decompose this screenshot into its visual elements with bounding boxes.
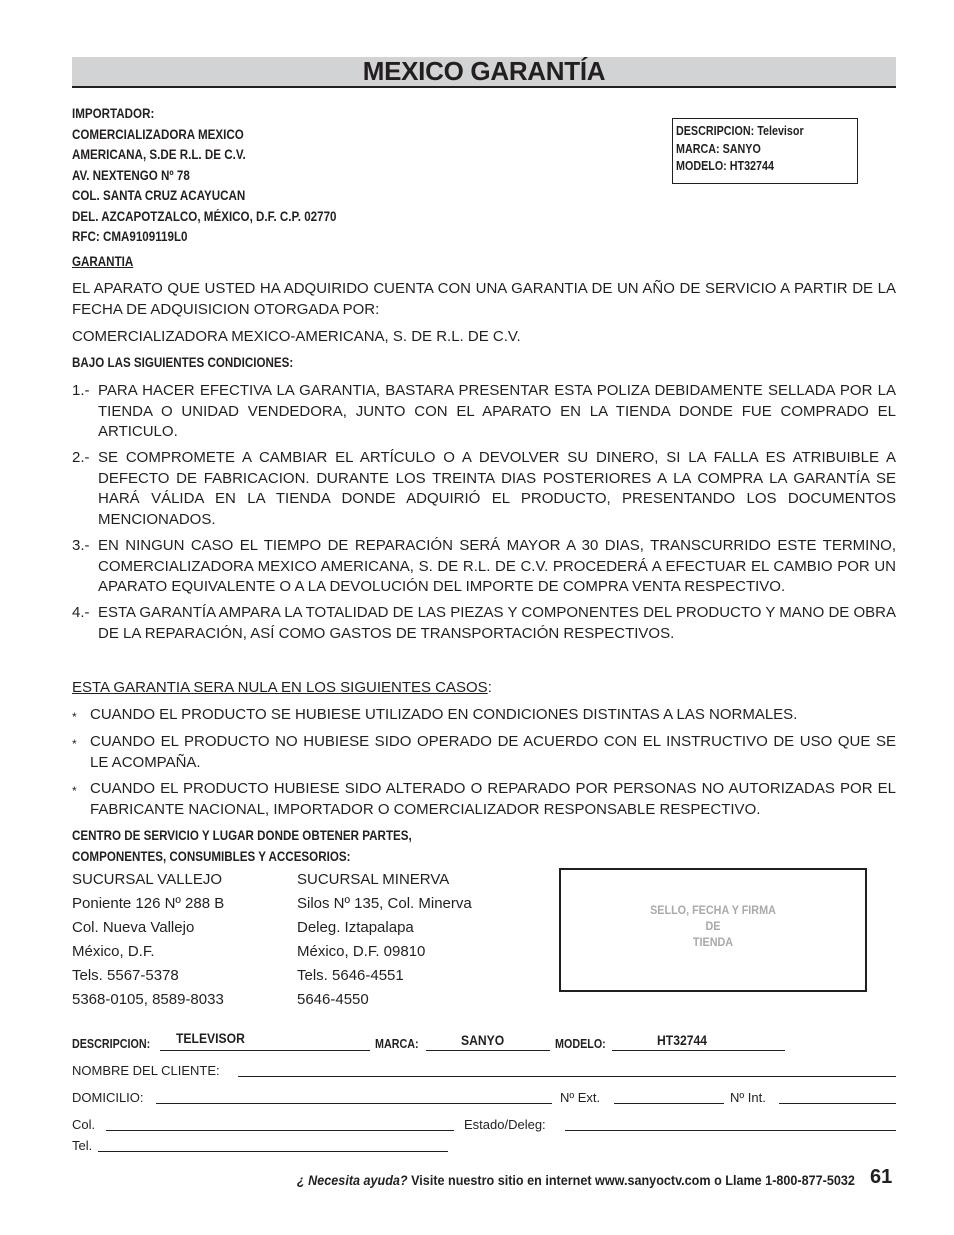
bullet-star-icon: * bbox=[72, 784, 77, 798]
stamp-label: SELLO, FECHA Y FIRMA bbox=[650, 903, 776, 917]
branch-line: SUCURSAL VALLEJO bbox=[72, 871, 223, 888]
branch-line: México, D.F. 09810 bbox=[297, 943, 426, 960]
tel-field-line[interactable] bbox=[98, 1151, 448, 1152]
void-heading-colon: : bbox=[487, 679, 492, 696]
condition-number: 4.- bbox=[72, 604, 90, 621]
importer-line: DEL. AZCAPOTZALCO, MÉXICO, D.F. C.P. 02770 bbox=[72, 208, 337, 224]
bullet-star-icon: * bbox=[72, 737, 77, 751]
condition-text: PARA HACER EFECTIVA LA GARANTIA, BASTARA PRESENTAR ESTA POLIZA DEBIDAMENTE SELLADA POR LA TIENDA O UNIDAD VENDEDORA, JUNTO CON EL APARATO EN LA TIENDA DONDE FUE COMPRADO EL ARTICULO. bbox=[98, 382, 896, 440]
void-case-text: CUANDO EL PRODUCTO NO HUBIESE SIDO OPERADO DE ACUERDO CON EL INSTRUCTIVO DE USO QUE SE LE ACOMPAÑA. bbox=[90, 733, 896, 771]
description-field-line[interactable] bbox=[160, 1050, 370, 1051]
condition-number: 3.- bbox=[72, 537, 90, 554]
importer-block bbox=[72, 104, 380, 248]
importer-line: RFC: CMA9109119L0 bbox=[72, 229, 188, 244]
importer-line: AV. NEXTENGO Nº 78 bbox=[72, 167, 190, 183]
footer-help bbox=[297, 1172, 855, 1188]
void-heading-line bbox=[72, 678, 492, 699]
importer-line: IMPORTADOR: bbox=[72, 106, 155, 121]
condition-number: 1.- bbox=[72, 382, 90, 399]
help-question: ¿ Necesita ayuda? bbox=[297, 1172, 408, 1188]
branch-line: Poniente 126 Nº 288 B bbox=[72, 895, 225, 912]
ext-number-field-line[interactable] bbox=[614, 1103, 724, 1104]
void-case-text: CUANDO EL PRODUCTO HUBIESE SIDO ALTERADO O REPARADO POR PERSONAS NO AUTORIZADAS POR EL FABRICANTE NACIONAL, IMPORTADOR O COMERCIALIZADOR RESPONSABLE RESPECTIVO. bbox=[90, 780, 896, 818]
client-name-field-line[interactable] bbox=[238, 1076, 896, 1077]
void-heading: ESTA GARANTIA SERA NULA EN LOS SIGUIENTES CASOS bbox=[72, 679, 488, 696]
form-brand-value: SANYO bbox=[461, 1033, 505, 1048]
service-heading: CENTRO DE SERVICIO Y LUGAR DONDE OBTENER PARTES, bbox=[72, 828, 412, 843]
branch-vallejo bbox=[72, 868, 224, 1012]
page-number: 61 bbox=[870, 1166, 893, 1188]
help-text: Visite nuestro sitio en internet www.sanyoctv.com o Llame 1-800-877-5032 bbox=[407, 1172, 855, 1188]
garantia-heading: GARANTIA bbox=[72, 254, 134, 269]
page-title-bar bbox=[72, 57, 896, 88]
branch-minerva bbox=[297, 868, 472, 1012]
intro-paragraph: EL APARATO QUE USTED HA ADQUIRIDO CUENTA CON UNA GARANTIA DE UN AÑO DE SERVICIO A PARTIR DE LA FECHA DE ADQUISICION OTORGADA POR: bbox=[72, 280, 896, 318]
page-title: MEXICO GARANTÍA bbox=[362, 56, 606, 86]
service-heading: COMPONENTES, CONSUMIBLES Y ACCESORIOS: bbox=[72, 849, 351, 864]
store-stamp-box bbox=[559, 868, 867, 992]
void-case-text: CUANDO EL PRODUCTO SE HUBIESE UTILIZADO EN CONDICIONES DISTINTAS A LAS NORMALES. bbox=[90, 706, 798, 723]
condition-number: 2.- bbox=[72, 449, 90, 466]
conditions-heading: BAJO LAS SIGUIENTES CONDICIONES: bbox=[72, 355, 294, 370]
branch-line: Col. Nueva Vallejo bbox=[72, 919, 195, 936]
importer-line: AMERICANA, S.DE R.L. DE C.V. bbox=[72, 147, 246, 162]
branch-line: Deleg. Iztapalapa bbox=[297, 919, 414, 936]
form-state-label: Estado/Deleg: bbox=[464, 1117, 546, 1132]
branch-line: 5646-4550 bbox=[297, 991, 369, 1008]
condition-text: EN NINGUN CASO EL TIEMPO DE REPARACIÓN SERÁ MAYOR A 30 DIAS, TRANSCURRIDO ESTE TERMINO, COMERCIALIZADORA MEXICO AMERICANA, S. DE R.L. DE C.V. PROCEDERÁ A EFECTUAR EL CAMBIO POR UN APARATO EQUIVALENTE O A LA DEVOLUCIÓN DEL IMPORTE DE COMPRA VENTA RESPECTIVO. bbox=[98, 537, 896, 595]
int-number-field-line[interactable] bbox=[779, 1103, 896, 1104]
form-address-label: DOMICILIO: bbox=[72, 1090, 144, 1105]
branch-line: Tels. 5567-5378 bbox=[72, 967, 179, 984]
condition-text: SE COMPROMETE A CAMBIAR EL ARTÍCULO O A DEVOLVER SU DINERO, SI LA FALLA ES ATRIBUIBLE A DEFECTO DE FABRICACION. DURANTE LOS TREINTA DIAS POSTERIORES A LA COMPRA LA GARANTÍA SE HARÁ VÁLIDA EN LA TIENDA DONDE ADQUIRIÓ EL PRODUCTO, PRESENTANDO LOS DOCUMENTOS MENCIONADOS. bbox=[98, 449, 896, 528]
product-info-box bbox=[672, 118, 858, 184]
branch-line: Tels. 5646-4551 bbox=[297, 967, 404, 984]
product-model: MODELO: HT32744 bbox=[676, 159, 774, 173]
form-model-label: MODELO: bbox=[555, 1037, 606, 1051]
form-ext-label: Nº Ext. bbox=[560, 1090, 601, 1105]
branch-line: SUCURSAL MINERVA bbox=[297, 871, 450, 888]
intro-company: COMERCIALIZADORA MEXICO-AMERICANA, S. DE R.L. DE C.V. bbox=[72, 328, 521, 345]
stamp-label: TIENDA bbox=[692, 935, 734, 949]
brand-field-line[interactable] bbox=[426, 1050, 550, 1051]
form-description-value: TELEVISOR bbox=[176, 1031, 245, 1046]
form-int-label: Nº Int. bbox=[730, 1090, 766, 1105]
form-client-label: NOMBRE DEL CLIENTE: bbox=[72, 1063, 220, 1078]
form-model-value: HT32744 bbox=[657, 1033, 707, 1048]
form-tel-label: Tel. bbox=[72, 1138, 93, 1153]
col-field-line[interactable] bbox=[106, 1130, 454, 1131]
model-field-line[interactable] bbox=[612, 1050, 785, 1051]
form-description-label: DESCRIPCION: bbox=[72, 1037, 151, 1051]
address-field-line[interactable] bbox=[156, 1103, 552, 1104]
state-field-line[interactable] bbox=[565, 1130, 896, 1131]
bullet-star-icon: * bbox=[72, 710, 77, 724]
form-brand-label: MARCA: bbox=[375, 1037, 419, 1051]
branch-line: Silos Nº 135, Col. Minerva bbox=[297, 895, 472, 912]
branch-line: 5368-0105, 8589-8033 bbox=[72, 991, 224, 1008]
form-col-label: Col. bbox=[72, 1117, 96, 1132]
product-brand: MARCA: SANYO bbox=[676, 141, 761, 156]
branch-line: México, D.F. bbox=[72, 943, 155, 960]
importer-line: COMERCIALIZADORA MEXICO bbox=[72, 126, 244, 142]
product-description: DESCRIPCION: Televisor bbox=[676, 124, 804, 138]
stamp-label: DE bbox=[705, 919, 721, 933]
condition-text: ESTA GARANTÍA AMPARA LA TOTALIDAD DE LAS PIEZAS Y COMPONENTES DEL PRODUCTO Y MANO DE OBRA DE LA REPARACIÓN, ASÍ COMO GASTOS DE TRANSPORTACIÓN RESPECTIVOS. bbox=[98, 604, 896, 642]
importer-line: COL. SANTA CRUZ ACAYUCAN bbox=[72, 188, 246, 203]
